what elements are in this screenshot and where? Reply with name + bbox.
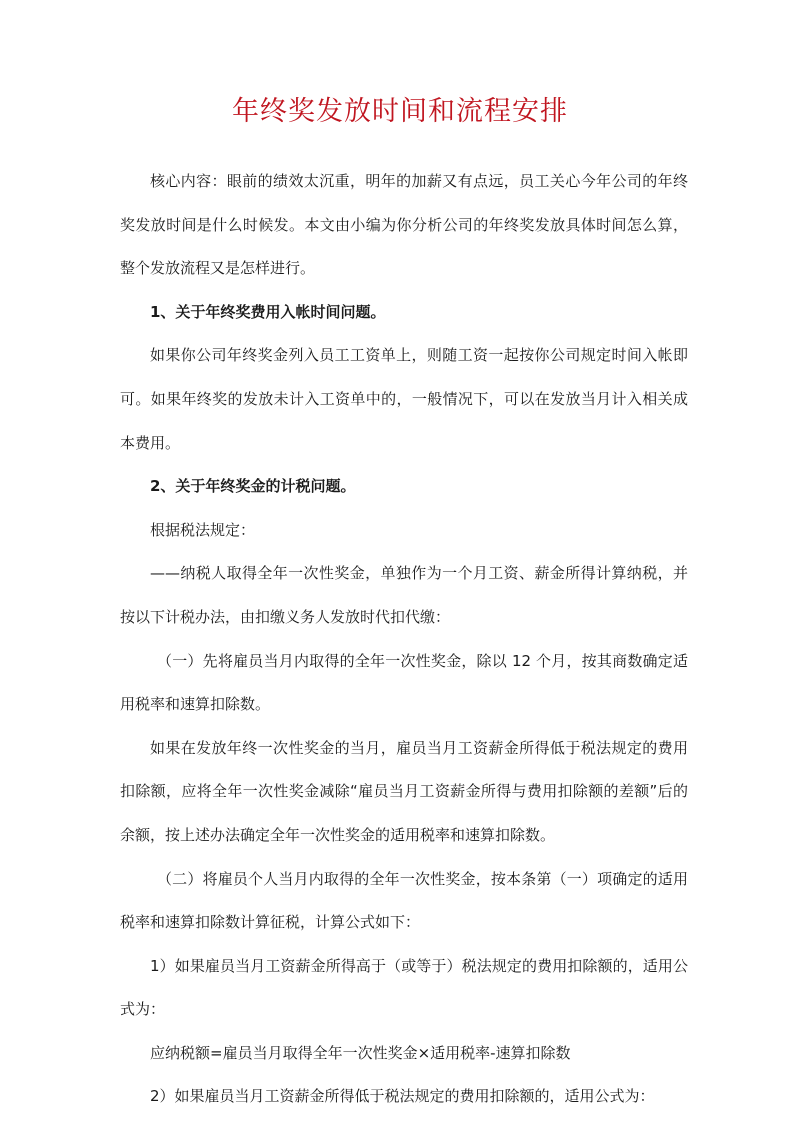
document-title: 年终奖发放时间和流程安排	[232, 96, 568, 127]
paragraph-formula-case-2: 2）如果雇员当月工资薪金所得低于税法规定的费用扣除额的，适用公式为：	[150, 1087, 655, 1106]
paragraph-step-one: （一）先将雇员当月内取得的全年一次性奖金，除以 12 个月，按其商数确定适用税率和速算扣除数。	[120, 651, 688, 714]
heading-section-1: 1、关于年终奖费用入帐时间问题。	[150, 302, 386, 321]
paragraph-tax-law: 根据税法规定：	[150, 520, 256, 539]
document-body	[120, 160, 688, 1119]
paragraph-core-content: 核心内容：眼前的绩效太沉重，明年的加薪又有点远，员工关心今年公司的年终奖发放时间是什么时候发。本文由小编为你分析公司的年终奖发放具体时间怎么算，整个发放流程又是怎样进行。	[120, 172, 688, 278]
paragraph-low-salary: 如果在发放年终一次性奖金的当月，雇员当月工资薪金所得低于税法规定的费用扣除额，应将全年一次性奖金减除“雇员当月工资薪金所得与费用扣除额的差额”后的余额，按上述办法确定全年一次性奖金的适用税率和速算扣除数。	[120, 738, 688, 844]
paragraph-formula-1: 应纳税额=雇员当月取得全年一次性奖金×适用税率-速算扣除数	[150, 1043, 571, 1062]
paragraph-entry-time: 如果你公司年终奖金列入员工工资单上，则随工资一起按你公司规定时间入帐即可。如果年终奖的发放未计入工资单中的，一般情况下，可以在发放当月计入相关成本费用。	[120, 346, 688, 452]
paragraph-formula-case-1: 1）如果雇员当月工资薪金所得高于（或等于）税法规定的费用扣除额的，适用公式为：	[120, 956, 688, 1019]
heading-section-2: 2、关于年终奖金的计税问题。	[150, 477, 356, 496]
paragraph-step-two: （二）将雇员个人当月内取得的全年一次性奖金，按本条第（一）项确定的适用税率和速算扣除数计算征税，计算公式如下：	[120, 869, 688, 932]
paragraph-taxpayer-bonus: ——纳税人取得全年一次性奖金，单独作为一个月工资、薪金所得计算纳税，并按以下计税办法，由扣缴义务人发放时代扣代缴：	[120, 564, 688, 626]
